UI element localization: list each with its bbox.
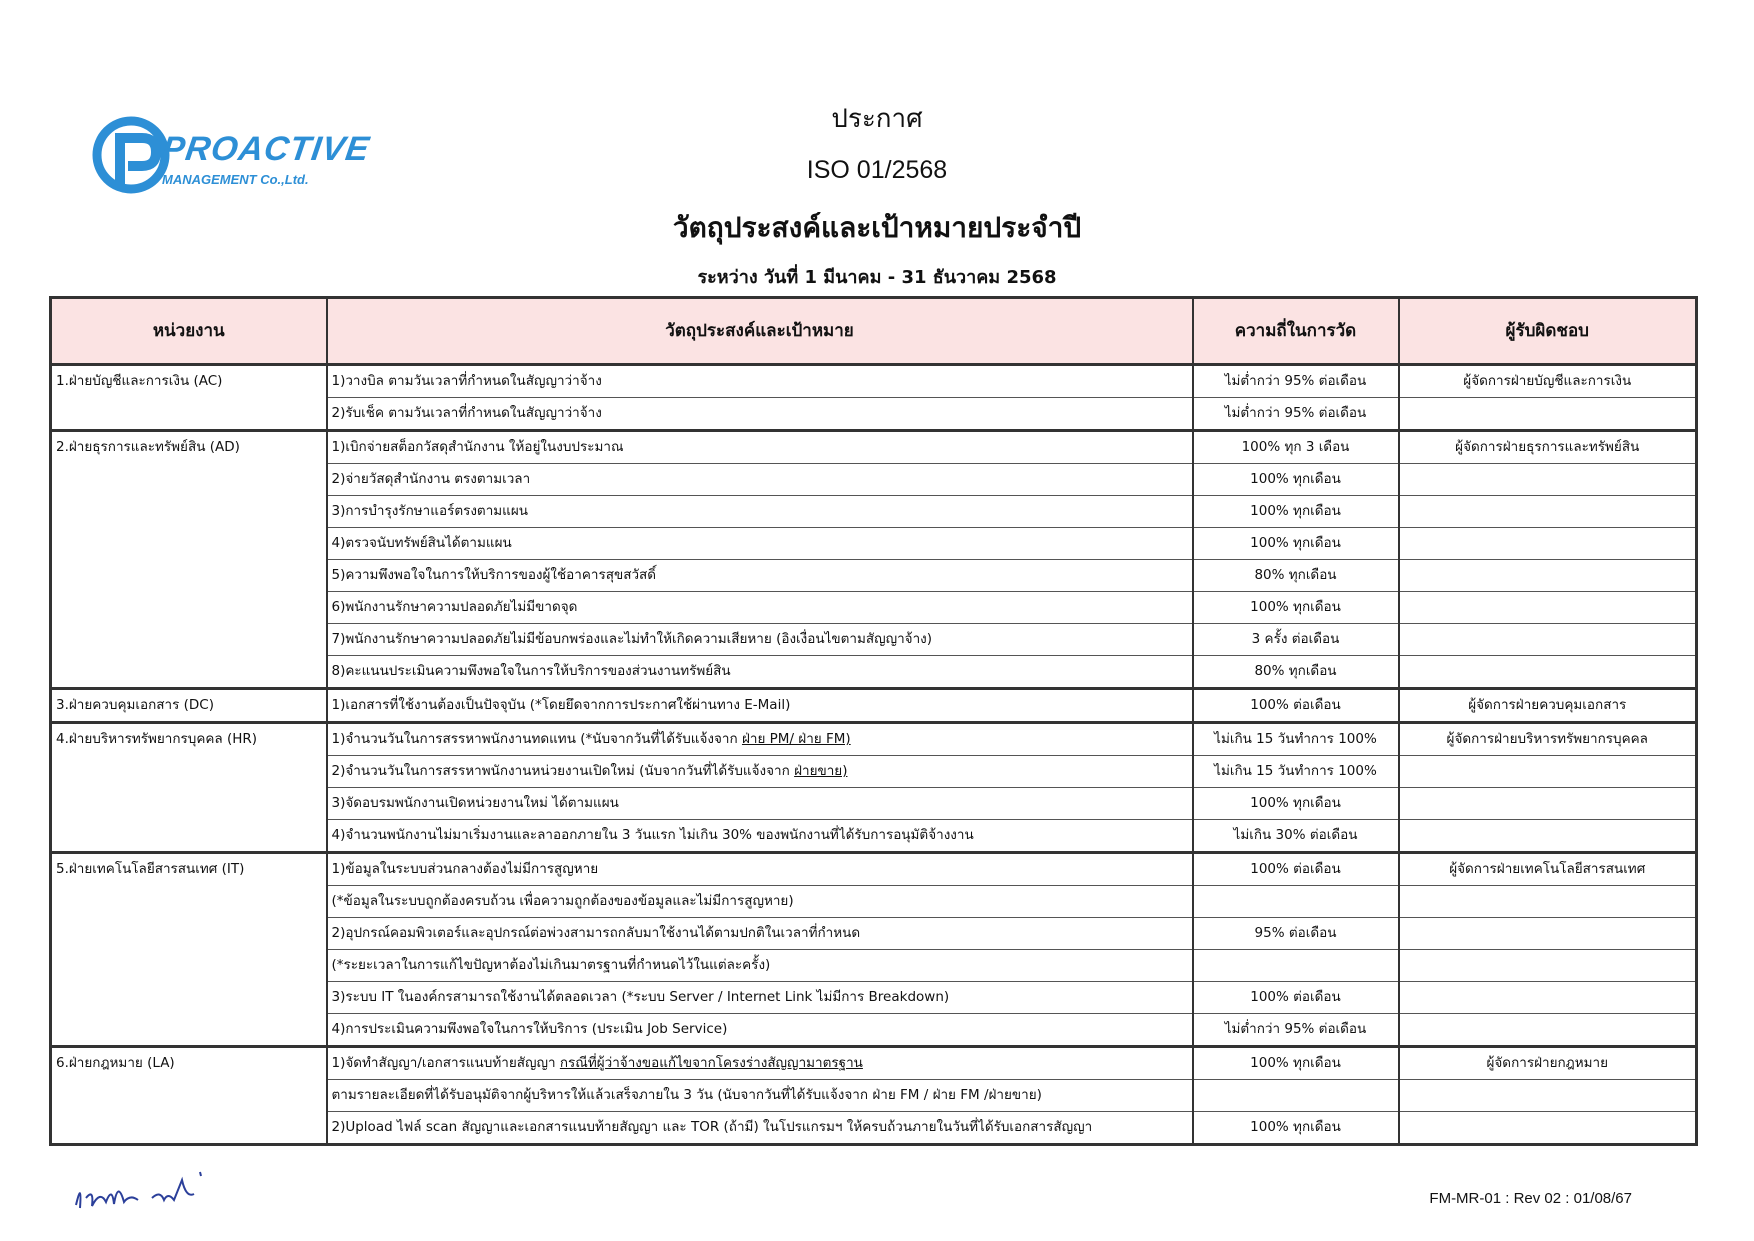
unit-cell xyxy=(51,624,327,656)
objective-cell xyxy=(327,464,1193,496)
objective-text: 1)จำนวนวันในการสรรหาพนักงานทดแทน (*นับจากวันที่ได้รับแจ้งจาก xyxy=(331,731,738,747)
objective-text: 2)จำนวนวันในการสรรหาพนักงานหน่วยงานเปิดใหม่ (นับจากวันที่ได้รับแจ้งจาก xyxy=(331,763,790,779)
objective-cell xyxy=(327,1014,1193,1047)
frequency-cell: 100% ทุกเดือน xyxy=(1193,592,1399,624)
header-objective: วัตถุประสงค์และเป้าหมาย xyxy=(327,298,1193,365)
table-row xyxy=(51,592,1697,624)
objective-text: 1)วางบิล ตามวันเวลาที่กำหนดในสัญญาว่าจ้าง xyxy=(331,373,602,389)
table-row xyxy=(51,723,1697,756)
frequency-cell: 100% ทุกเดือน xyxy=(1193,528,1399,560)
table-row xyxy=(51,820,1697,853)
objective-text: 5)ความพึงพอใจในการให้บริการของผู้ใช้อาคารสุขสวัสดิ์ xyxy=(331,567,657,583)
objective-cell xyxy=(327,560,1193,592)
frequency-cell: 100% ทุกเดือน xyxy=(1193,464,1399,496)
objective-text: 7)พนักงานรักษาความปลอดภัยไม่มีข้อบกพร่องและไม่ทำให้เกิดความเสียหาย (อิงเงื่อนไขตามสัญญาจ้าง) xyxy=(331,631,933,647)
table-row xyxy=(51,496,1697,528)
unit-cell xyxy=(51,1014,327,1047)
table-row xyxy=(51,788,1697,820)
owner-cell: ผู้จัดการฝ่ายเทคโนโลยีสารสนเทศ xyxy=(1399,853,1697,886)
owner-cell: ผู้จัดการฝ่ายบัญชีและการเงิน xyxy=(1399,365,1697,398)
owner-cell xyxy=(1399,496,1697,528)
unit-cell xyxy=(51,1080,327,1112)
frequency-cell: ไม่ต่ำกว่า 95% ต่อเดือน xyxy=(1193,1014,1399,1047)
frequency-cell xyxy=(1193,1080,1399,1112)
owner-cell xyxy=(1399,560,1697,592)
table-row xyxy=(51,431,1697,464)
owner-cell: ผู้จัดการฝ่ายบริหารทรัพยากรบุคคล xyxy=(1399,723,1697,756)
document-number: ISO 01/2568 xyxy=(806,156,948,184)
frequency-cell: ไม่เกิน 15 วันทำการ 100% xyxy=(1193,756,1399,788)
objective-cell xyxy=(327,756,1193,788)
table-header-row xyxy=(51,298,1697,365)
unit-cell xyxy=(51,756,327,788)
unit-cell xyxy=(51,496,327,528)
table-row xyxy=(51,1014,1697,1047)
frequency-cell: 100% ทุกเดือน xyxy=(1193,1047,1399,1080)
owner-cell xyxy=(1399,624,1697,656)
frequency-cell xyxy=(1193,950,1399,982)
table-row xyxy=(51,1112,1697,1145)
objective-text: 2)Upload ไฟล์ scan สัญญาและเอกสารแนบท้ายสัญญา และ TOR (ถ้ามี) ในโปรแกรมฯ ให้ครบถ้วนภายในวันที่ได้รับเอกสารสัญญา xyxy=(331,1119,1093,1135)
unit-cell xyxy=(51,918,327,950)
owner-cell xyxy=(1399,820,1697,853)
table-row xyxy=(51,365,1697,398)
unit-cell xyxy=(51,656,327,689)
owner-cell xyxy=(1399,656,1697,689)
table-row xyxy=(51,886,1697,918)
owner-cell xyxy=(1399,1112,1697,1145)
objective-cell xyxy=(327,496,1193,528)
unit-cell: 1.ฝ่ายบัญชีและการเงิน (AC) xyxy=(51,365,327,398)
unit-cell: 3.ฝ่ายควบคุมเอกสาร (DC) xyxy=(51,689,327,723)
unit-cell: 6.ฝ่ายกฎหมาย (LA) xyxy=(51,1047,327,1080)
owner-cell xyxy=(1399,398,1697,431)
table-row xyxy=(51,528,1697,560)
objective-text: 1)เอกสารที่ใช้งานต้องเป็นปัจจุบัน (*โดยยึดจากการประกาศใช้ผ่านทาง E-Mail) xyxy=(331,697,791,713)
objective-cell xyxy=(327,398,1193,431)
table-row xyxy=(51,918,1697,950)
objective-text: 1)จัดทำสัญญา/เอกสารแนบท้ายสัญญา xyxy=(331,1055,556,1071)
objective-text: 1)เบิกจ่ายสต็อกวัสดุสำนักงาน ให้อยู่ในงบประมาณ xyxy=(331,439,624,455)
objective-text: 1)ข้อมูลในระบบส่วนกลางต้องไม่มีการสูญหาย xyxy=(331,861,599,877)
objective-cell xyxy=(327,528,1193,560)
owner-cell xyxy=(1399,918,1697,950)
owner-cell xyxy=(1399,950,1697,982)
objectives-table xyxy=(49,296,1698,1146)
unit-cell xyxy=(51,398,327,431)
objective-cell xyxy=(327,918,1193,950)
frequency-cell: ไม่เกิน 30% ต่อเดือน xyxy=(1193,820,1399,853)
table-row xyxy=(51,853,1697,886)
header-owner: ผู้รับผิดชอบ xyxy=(1399,298,1697,365)
unit-cell xyxy=(51,560,327,592)
objective-cell xyxy=(327,1080,1193,1112)
objective-text: 2)อุปกรณ์คอมพิวเตอร์และอุปกรณ์ต่อพ่วงสามารถกลับมาใช้งานได้ตามปกติในเวลาที่กำหนด xyxy=(331,925,861,941)
unit-cell xyxy=(51,528,327,560)
objective-cell xyxy=(327,982,1193,1014)
table-row xyxy=(51,560,1697,592)
table-row xyxy=(51,624,1697,656)
frequency-cell: ไม่ต่ำกว่า 95% ต่อเดือน xyxy=(1193,365,1399,398)
objective-text: 3)การบำรุงรักษาแอร์ตรงตามแผน xyxy=(331,503,529,519)
unit-cell xyxy=(51,982,327,1014)
unit-cell xyxy=(51,464,327,496)
objective-underlined-text: กรณีที่ผู้ว่าจ้างขอแก้ไขจากโครงร่างสัญญามาตรฐาน xyxy=(559,1055,863,1071)
owner-cell: ผู้จัดการฝ่ายธุรการและทรัพย์สิน xyxy=(1399,431,1697,464)
frequency-cell: 80% ทุกเดือน xyxy=(1193,656,1399,689)
table-row xyxy=(51,689,1697,723)
objective-text: 4)ตรวจนับทรัพย์สินได้ตามแผน xyxy=(331,535,512,551)
objective-text: 4)จำนวนพนักงานไม่มาเริ่มงานและลาออกภายใน 3 วันแรก ไม่เกิน 30% ของพนักงานที่ได้รับการอนุมัติจ้างงาน xyxy=(331,827,974,843)
frequency-cell: 95% ต่อเดือน xyxy=(1193,918,1399,950)
unit-cell xyxy=(51,1112,327,1145)
objective-text: 3)ระบบ IT ในองค์กรสามารถใช้งานได้ตลอดเวลา (*ระบบ Server / Internet Link ไม่มีการ Breakdown) xyxy=(331,989,950,1005)
objective-text: 2)รับเช็ค ตามวันเวลาที่กำหนดในสัญญาว่าจ้าง xyxy=(331,405,602,421)
frequency-cell: 100% ทุกเดือน xyxy=(1193,496,1399,528)
table-row xyxy=(51,464,1697,496)
owner-cell: ผู้จัดการฝ่ายควบคุมเอกสาร xyxy=(1399,689,1697,723)
table-row xyxy=(51,756,1697,788)
table-row xyxy=(51,1047,1697,1080)
objective-cell xyxy=(327,1047,1193,1080)
objective-cell xyxy=(327,853,1193,886)
owner-cell xyxy=(1399,886,1697,918)
owner-cell xyxy=(1399,982,1697,1014)
header-unit: หน่วยงาน xyxy=(51,298,327,365)
unit-cell xyxy=(51,886,327,918)
header-frequency: ความถี่ในการวัด xyxy=(1193,298,1399,365)
frequency-cell: 3 ครั้ง ต่อเดือน xyxy=(1193,624,1399,656)
frequency-cell: ไม่เกิน 15 วันทำการ 100% xyxy=(1193,723,1399,756)
objective-cell xyxy=(327,365,1193,398)
owner-cell xyxy=(1399,788,1697,820)
objective-cell xyxy=(327,723,1193,756)
frequency-cell: 100% ต่อเดือน xyxy=(1193,853,1399,886)
logo-subname: MANAGEMENT Co.,Ltd. xyxy=(162,172,309,187)
objective-text: (*ระยะเวลาในการแก้ไขปัญหาต้องไม่เกินมาตรฐานที่กำหนดไว้ในแต่ละครั้ง) xyxy=(331,957,771,973)
unit-cell: 2.ฝ่ายธุรการและทรัพย์สิน (AD) xyxy=(51,431,327,464)
logo-name: PROACTIVE xyxy=(159,130,373,168)
signature xyxy=(68,1150,228,1220)
objective-underlined-text: ฝ่าย PM/ ฝ่าย FM) xyxy=(741,731,851,747)
objective-cell xyxy=(327,1112,1193,1145)
owner-cell xyxy=(1399,1080,1697,1112)
document-period: ระหว่าง วันที่ 1 มีนาคม - 31 ธันวาคม 2568 xyxy=(697,267,1057,288)
table-row xyxy=(51,982,1697,1014)
unit-cell xyxy=(51,788,327,820)
announcement-title: ประกาศ xyxy=(831,104,923,134)
owner-cell xyxy=(1399,756,1697,788)
unit-cell xyxy=(51,950,327,982)
document-subject: วัตถุประสงค์และเป้าหมายประจำปี xyxy=(672,211,1082,244)
owner-cell: ผู้จัดการฝ่ายกฎหมาย xyxy=(1399,1047,1697,1080)
objective-text: 6)พนักงานรักษาความปลอดภัยไม่มีขาดจุด xyxy=(331,599,578,615)
objective-text: 3)จัดอบรมพนักงานเปิดหน่วยงานใหม่ ได้ตามแผน xyxy=(331,795,619,811)
frequency-cell: 100% ทุกเดือน xyxy=(1193,1112,1399,1145)
unit-cell: 5.ฝ่ายเทคโนโลยีสารสนเทศ (IT) xyxy=(51,853,327,886)
unit-cell xyxy=(51,820,327,853)
owner-cell xyxy=(1399,592,1697,624)
objective-cell xyxy=(327,624,1193,656)
objective-text: 4)การประเมินความพึงพอใจในการให้บริการ (ประเมิน Job Service) xyxy=(331,1021,728,1037)
objective-text: (*ข้อมูลในระบบถูกต้องครบถ้วน เพื่อความถูกต้องของข้อมูลและไม่มีการสูญหาย) xyxy=(331,893,794,909)
owner-cell xyxy=(1399,1014,1697,1047)
form-code: FM-MR-01 : Rev 02 : 01/08/67 xyxy=(1429,1190,1632,1207)
frequency-cell: 100% ต่อเดือน xyxy=(1193,982,1399,1014)
owner-cell xyxy=(1399,528,1697,560)
owner-cell xyxy=(1399,464,1697,496)
unit-cell xyxy=(51,592,327,624)
objective-cell xyxy=(327,431,1193,464)
table-row xyxy=(51,398,1697,431)
frequency-cell: 80% ทุกเดือน xyxy=(1193,560,1399,592)
objective-text: ตามรายละเอียดที่ได้รับอนุมัติจากผู้บริหารให้แล้วเสร็จภายใน 3 วัน (นับจากวันที่ได้รับแจ้งจาก ฝ่าย FM / ฝ่าย FM /ฝ่ายขาย) xyxy=(331,1087,1042,1103)
objective-cell xyxy=(327,950,1193,982)
frequency-cell: 100% ทุกเดือน xyxy=(1193,788,1399,820)
frequency-cell xyxy=(1193,886,1399,918)
unit-cell: 4.ฝ่ายบริหารทรัพยากรบุคคล (HR) xyxy=(51,723,327,756)
objective-cell xyxy=(327,820,1193,853)
objective-text: 8)คะแนนประเมินความพึงพอใจในการให้บริการของส่วนงานทรัพย์สิน xyxy=(331,663,731,679)
objective-underlined-text: ฝ่ายขาย) xyxy=(794,763,848,779)
frequency-cell: 100% ทุก 3 เดือน xyxy=(1193,431,1399,464)
table-row xyxy=(51,1080,1697,1112)
objective-text: 2)จ่ายวัสดุสำนักงาน ตรงตามเวลา xyxy=(331,471,531,487)
table-row xyxy=(51,656,1697,689)
objective-cell xyxy=(327,656,1193,689)
objective-cell xyxy=(327,788,1193,820)
table-row xyxy=(51,950,1697,982)
frequency-cell: 100% ต่อเดือน xyxy=(1193,689,1399,723)
objective-cell xyxy=(327,886,1193,918)
objective-cell xyxy=(327,592,1193,624)
objective-cell xyxy=(327,689,1193,723)
frequency-cell: ไม่ต่ำกว่า 95% ต่อเดือน xyxy=(1193,398,1399,431)
